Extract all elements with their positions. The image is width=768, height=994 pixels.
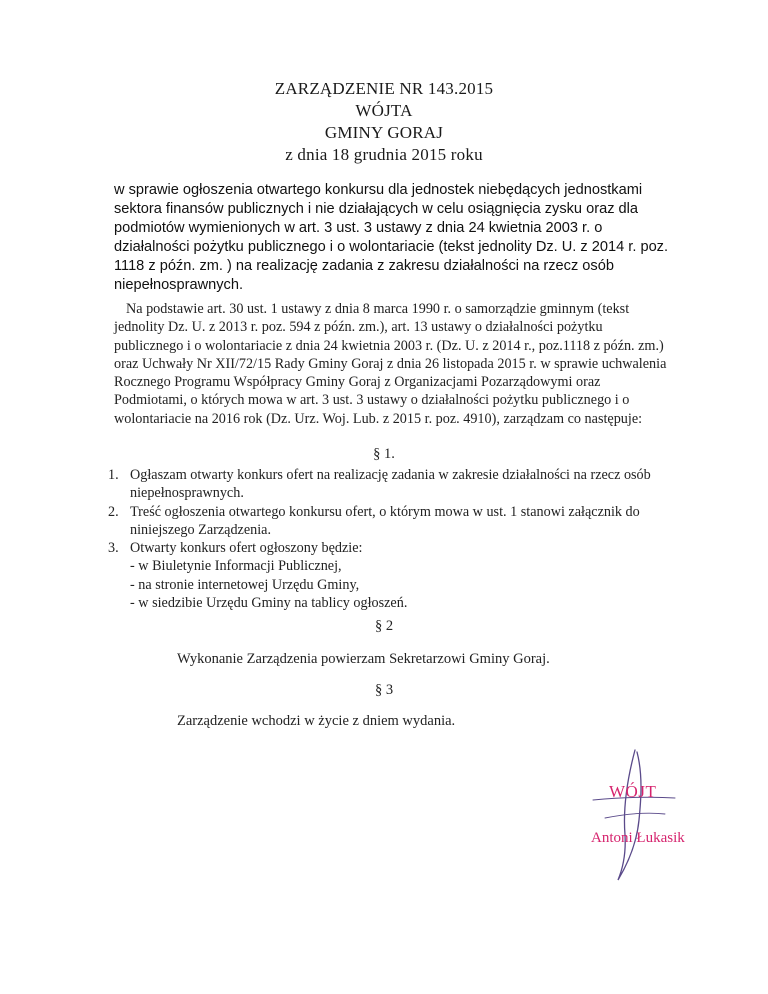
list-item bbox=[108, 466, 688, 503]
legal-basis bbox=[114, 300, 674, 428]
list-item-number: 3. bbox=[108, 540, 119, 557]
section-2-mark: § 2 bbox=[374, 618, 394, 634]
document-header bbox=[0, 78, 768, 166]
header-authority: WÓJTA bbox=[355, 101, 413, 120]
header-date: z dnia 18 grudnia 2015 roku bbox=[285, 145, 483, 164]
list-item-text: Ogłaszam otwarty konkurs ofert na realizację zadania w zakresie działalności na rzecz osób niepełnosprawnych. bbox=[130, 467, 651, 502]
list-item bbox=[108, 539, 688, 612]
handwritten-signature-icon bbox=[585, 740, 725, 890]
signature-name: Antoni Łukasik bbox=[591, 830, 685, 846]
header-title: ZARZĄDZENIE NR 143.2015 bbox=[274, 79, 494, 98]
publication-places bbox=[130, 557, 688, 612]
document-subject bbox=[114, 181, 674, 295]
publication-place: - w siedzibie Urzędu Gminy na tablicy ogłoszeń. bbox=[130, 595, 408, 612]
section-2-text: Wykonanie Zarządzenia powierzam Sekretarzowi Gminy Goraj. bbox=[177, 651, 550, 667]
list-item-text: Otwarty konkurs ofert ogłoszony będzie: bbox=[130, 540, 363, 557]
section-3-mark: § 3 bbox=[374, 682, 394, 698]
list-item-text: Treść ogłoszenia otwartego konkursu ofert, o którym mowa w ust. 1 stanowi załącznik do niniejszego Zarządzenia. bbox=[130, 503, 640, 538]
publication-place: - na stronie internetowej Urzędu Gminy, bbox=[130, 576, 360, 593]
list-item-number: 1. bbox=[108, 467, 119, 483]
section-3-text: Zarządzenie wchodzi w życie z dniem wydania. bbox=[177, 713, 456, 729]
legal-basis-text: Na podstawie art. 30 ust. 1 ustawy z dnia 8 marca 1990 r. o samorządzie gminnym (tekst jednolity Dz. U. z 2013 r. poz. 594 z późn. zm.), art. 13 ustawy o działalności pożytku publicznego i o wolontariacie z dnia 24 kwietnia 2003 r. (Dz. U. z 2014 r., poz.1118 z późn. zm.) oraz Uchwały Nr XII/72/15 Rady Gminy Goraj z dnia 26 listopada 2015 r. w sprawie uchwalenia Rocznego Programu Współpracy Gminy Goraj z Organizacjami Pozarządowymi oraz Podmiotami, o których mowa w art. 3 ust. 3 ustawy o działalności pożytku publicznego i o wolontariacie na 2016 rok (Dz. Urz. Woj. Lub. z 2015 r. poz. 4910), zarządzam co następuje: bbox=[114, 301, 667, 427]
list-item-number: 2. bbox=[108, 503, 119, 520]
header-municipality: GMINY GORAJ bbox=[324, 123, 444, 142]
signature-stamp bbox=[585, 740, 725, 890]
publication-place: - w Biuletynie Informacji Publicznej, bbox=[130, 558, 342, 575]
section-1-list bbox=[108, 466, 688, 612]
list-item bbox=[108, 503, 688, 540]
signature-title: WÓJT bbox=[609, 782, 657, 801]
section-1-mark: § 1. bbox=[373, 446, 395, 462]
subject-text: w sprawie ogłoszenia otwartego konkursu dla jednostek niebędących jednostkami sektora finansów publicznych i nie działających w celu osiągnięcia zysku oraz dla podmiotów wymienionych w art. 3 ust. 3 ustawy z dnia 24 kwietnia 2003 r. o działalności pożytku publicznego i o wolontariacie (tekst jednolity Dz. U. z 2014 r. poz. 1118 z późn. zm. ) na realizację zadania z zakresu działalności na rzecz osób niepełnosprawnych. bbox=[114, 182, 669, 293]
